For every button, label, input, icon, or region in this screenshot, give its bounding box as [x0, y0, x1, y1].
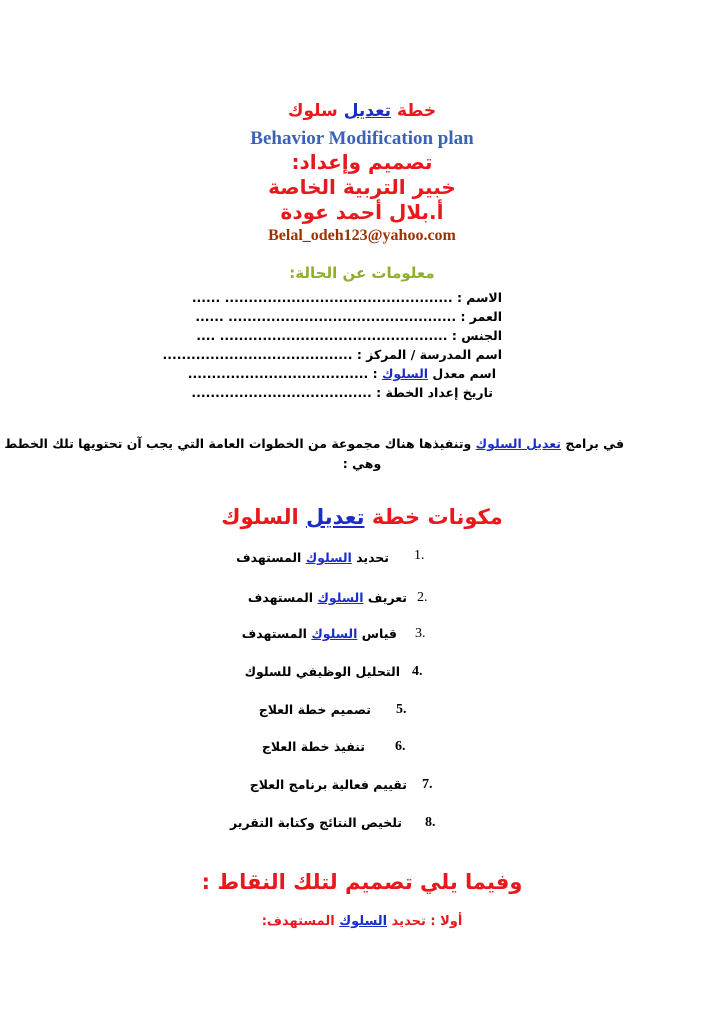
field-modifier-label: اسم معدل: [432, 366, 496, 381]
item-3-link[interactable]: السلوك: [311, 626, 358, 641]
item-1-link[interactable]: السلوك: [305, 550, 352, 565]
item-4-number: 4.: [412, 664, 423, 679]
item-7-text: تقييم فعالية برنامج العلاج: [249, 777, 407, 792]
field-name-dots: ................................................ ......: [191, 290, 453, 305]
title-word-plan: خطة: [396, 101, 437, 121]
title-word-behavior: سلوك: [287, 101, 338, 121]
first-point-line: [0, 914, 724, 929]
field-date-label: تاريخ إعداد الخطة :: [376, 385, 493, 400]
item-5-text: تصميم خطة العلاج: [258, 702, 371, 717]
first-point-part1: أولا : تحديد: [391, 914, 463, 929]
subtitle-english: Behavior Modification plan: [250, 128, 474, 149]
field-gender: [196, 328, 502, 343]
intro-line-1: [4, 436, 624, 451]
item-2-number: 2.: [417, 590, 428, 605]
field-age-label: العمر :: [460, 309, 502, 324]
item-7-number: 7.: [422, 777, 433, 792]
field-date: [191, 385, 493, 400]
field-modifier-dots: ......................................: [187, 366, 369, 381]
components-heading: [0, 505, 724, 529]
item-8-number: 8.: [425, 815, 436, 830]
intro-part-1: في برامج: [565, 436, 624, 451]
item-1-text: [236, 550, 389, 565]
first-point-link[interactable]: السلوك: [339, 914, 388, 929]
item-3-part1: قياس: [361, 626, 397, 641]
item-2-link[interactable]: السلوك: [317, 590, 364, 605]
item-1-number: 1.: [414, 548, 425, 563]
item-6-number: 6.: [395, 739, 406, 754]
components-heading-link[interactable]: تعديل: [306, 505, 365, 529]
field-modifier: [188, 366, 496, 381]
field-modifier-colon: :: [372, 366, 378, 381]
item-6-text: تنفيذ خطة العلاج: [261, 739, 365, 754]
intro-link-modification[interactable]: تعديل السلوك: [475, 436, 561, 451]
item-1-part2: المستهدف: [236, 550, 302, 565]
item-3-number: 3.: [415, 626, 426, 641]
field-school: [163, 347, 503, 362]
item-4-text: التحليل الوظيفي للسلوك: [244, 664, 400, 679]
item-3-text: [242, 626, 397, 641]
expert-line: خبير التربية الخاصة: [268, 175, 456, 199]
intro-line-2: وهي :: [342, 456, 382, 471]
item-8-text: تلخيص النتائج وكتابة التقرير: [229, 815, 402, 830]
field-school-dots: ........................................: [162, 347, 353, 362]
design-points-heading: وفيما يلي تصميم لتلك النقاط :: [201, 870, 523, 894]
item-2-text: [248, 590, 407, 605]
field-age-dots: ................................................ ......: [195, 309, 457, 324]
item-3-part2: المستهدف: [241, 626, 307, 641]
first-point-part2: المستهدف:: [261, 914, 335, 929]
field-modifier-link[interactable]: السلوك: [381, 366, 429, 381]
field-gender-dots: ................................................ ....: [196, 328, 448, 343]
field-date-dots: ......................................: [191, 385, 372, 400]
case-info-heading: معلومات عن الحالة:: [289, 264, 435, 282]
title-line: [0, 101, 724, 121]
author-line: أ.بلال أحمد عودة: [280, 200, 444, 224]
item-2-part2: المستهدف: [247, 590, 314, 605]
components-heading-part1: مكونات خطة: [371, 505, 503, 529]
field-gender-label: الجنس :: [451, 328, 502, 343]
field-school-label: اسم المدرسة / المركز :: [356, 347, 502, 362]
design-line: تصميم وإعداد:: [291, 150, 433, 174]
field-name: [192, 290, 502, 305]
item-2-part1: تعريف: [367, 590, 407, 605]
item-5-number: 5.: [396, 702, 407, 717]
author-email: Belal_odeh123@yahoo.com: [268, 227, 456, 244]
components-heading-part2: السلوك: [221, 505, 299, 529]
field-name-label: الاسم :: [456, 290, 502, 305]
field-age: [195, 309, 502, 324]
item-1-part1: تحديد: [356, 550, 389, 565]
intro-part-2: وتنفيذها هناك مجموعة من الخطوات العامة التي يجب آن تحتويها تلك الخطط: [4, 436, 472, 451]
title-link-modification[interactable]: تعديل: [343, 101, 392, 121]
